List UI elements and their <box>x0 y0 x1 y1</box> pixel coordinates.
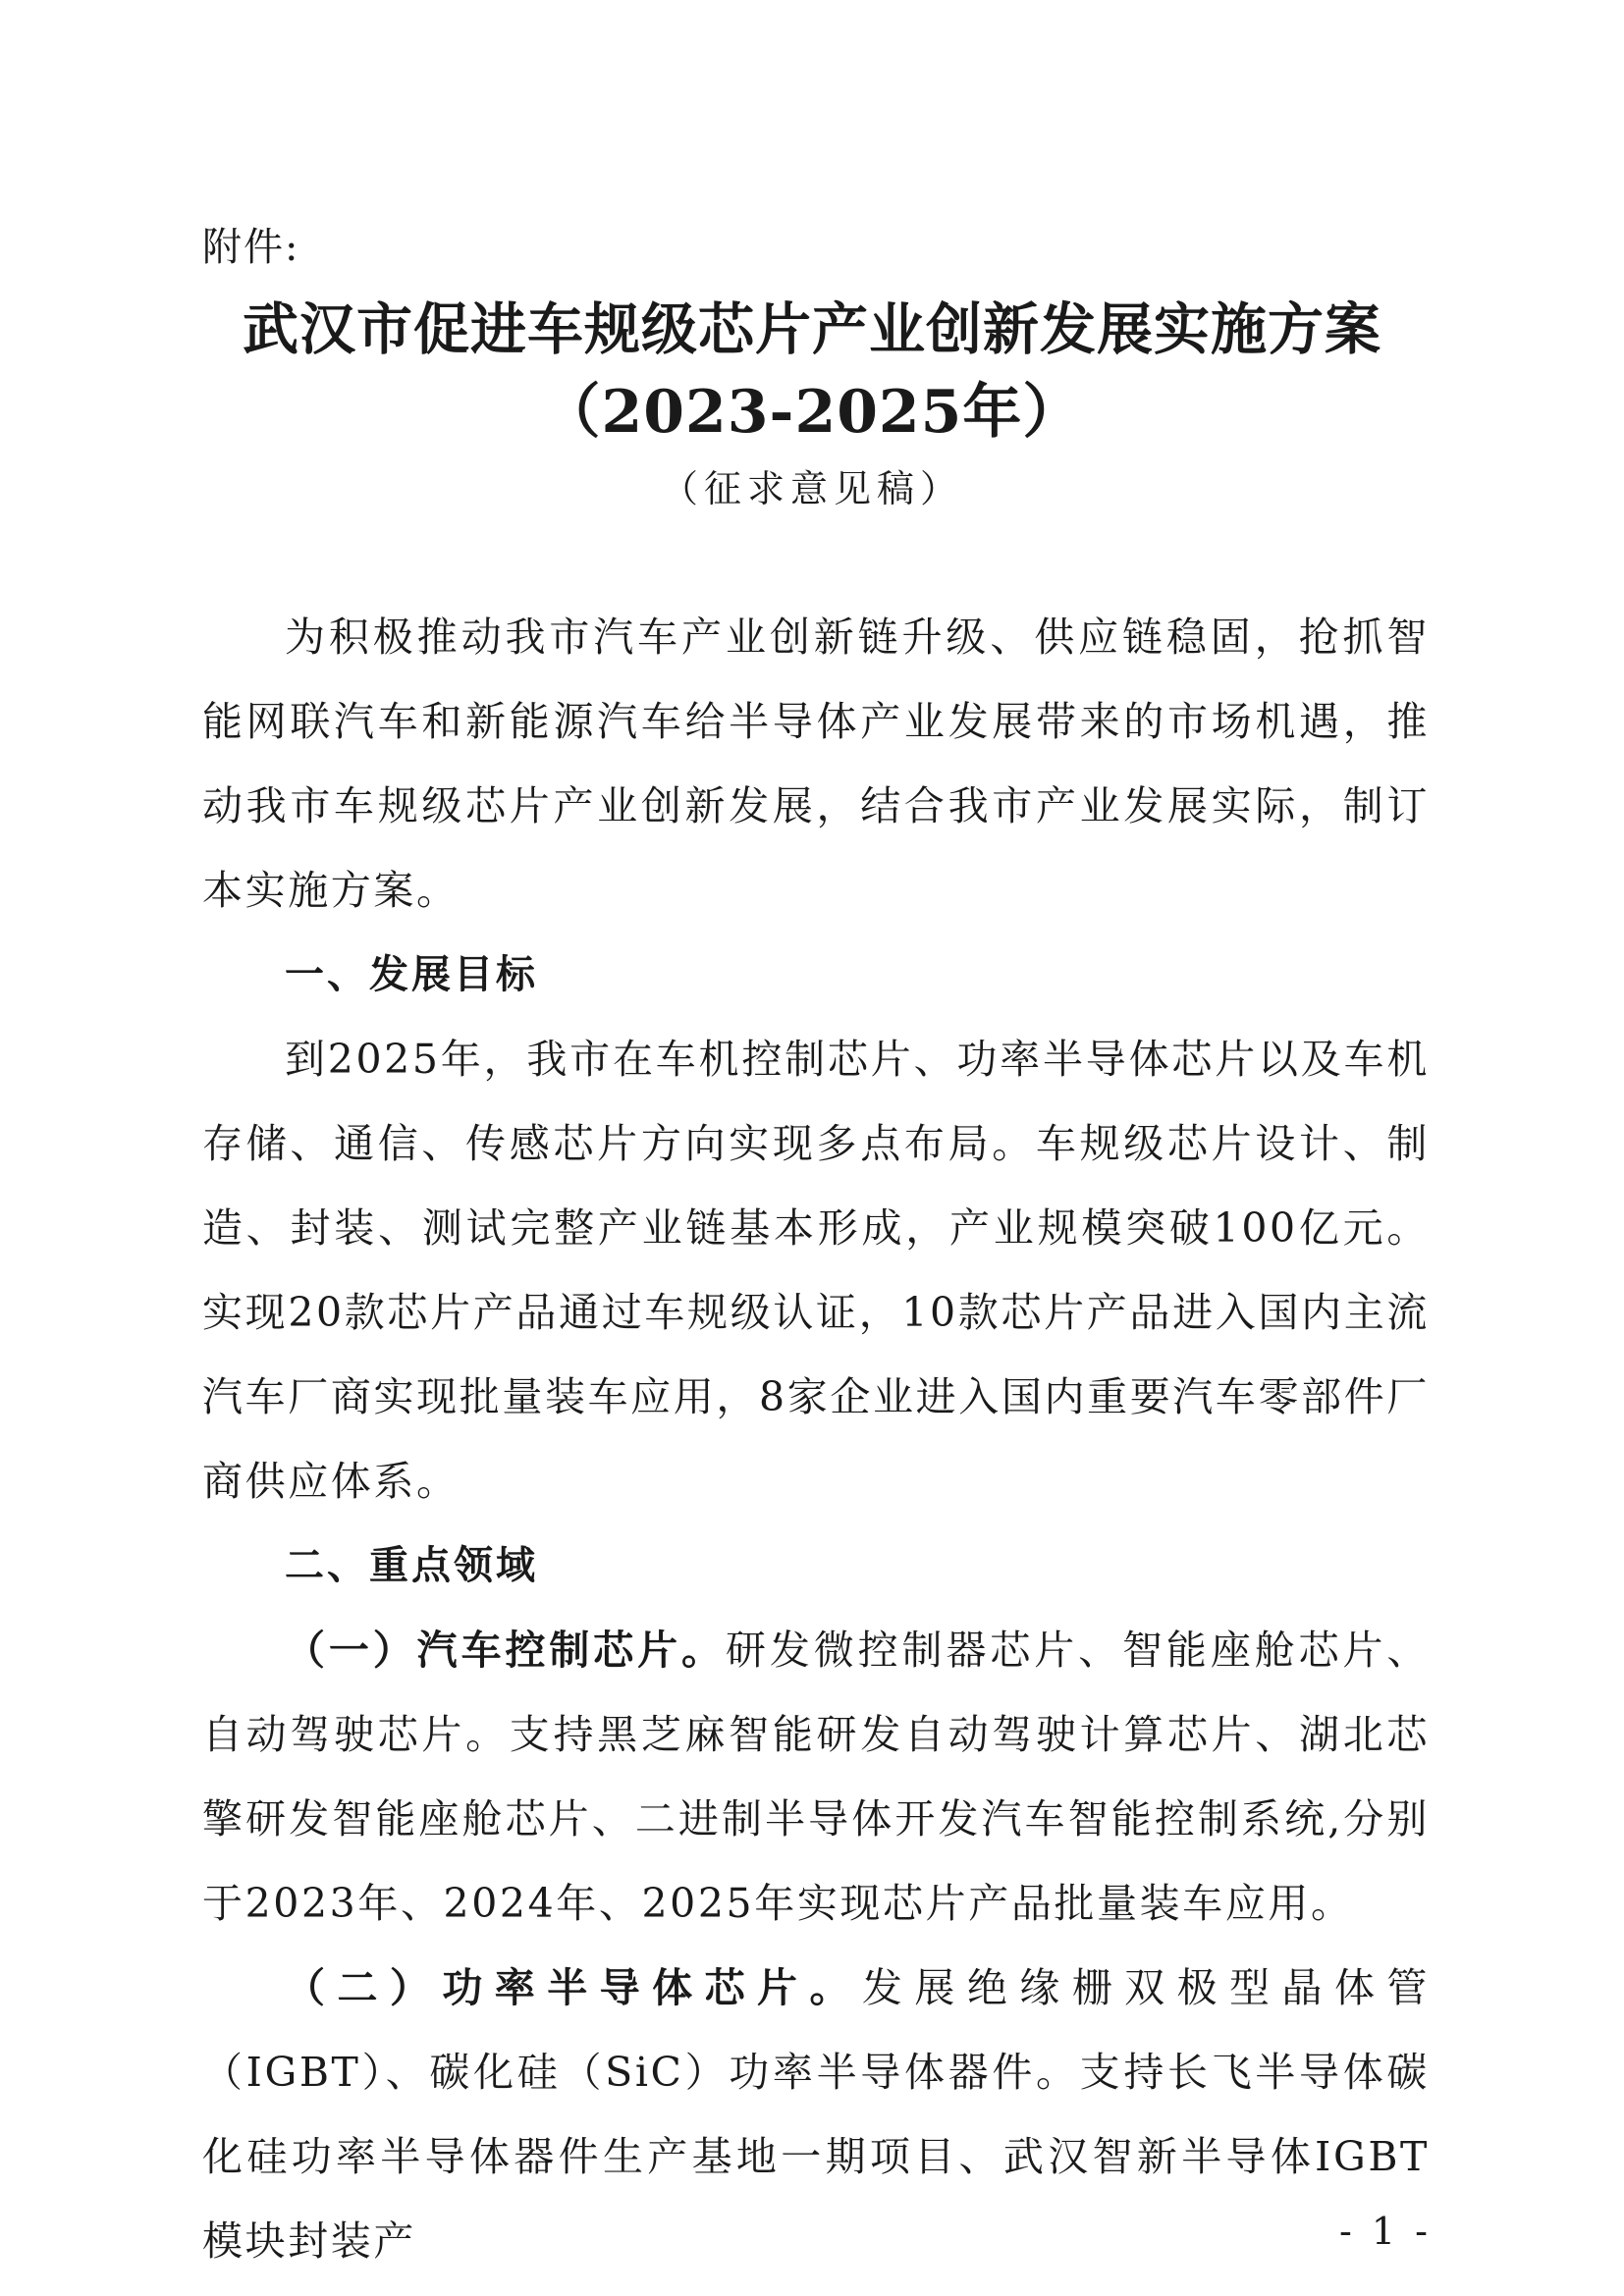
key-area-paragraph-1 <box>202 1608 1430 1946</box>
key-area-paragraph-2 <box>202 1946 1430 2283</box>
key-area-1-text: 研发微控制器芯片、智能座舱芯片、自动驾驶芯片。支持黑芝麻智能研发自动驾驶计算芯片、湖北芯擎研发智能座舱芯片、二进制半导体开发汽车智能控制系统,分别于2023年、2024年、2025年实现芯片产品批量装车应用。 <box>202 1627 1431 1927</box>
key-area-1-lead: （一）汽车控制芯片。 <box>285 1627 726 1674</box>
section-heading-key-areas: 二、重点领域 <box>285 1543 538 1588</box>
attachment-label: 附件: <box>202 225 300 270</box>
document-title-years: （2023-2025年） <box>541 378 1083 447</box>
document-title: 武汉市促进车规级芯片产业创新发展实施方案 <box>243 296 1381 362</box>
goals-paragraph: 到2025年，我市在车机控制芯片、功率半导体芯片以及车机存储、通信、传感芯片方向实现多点布局。车规级芯片设计、制造、封装、测试完整产业链基本形成，产业规模突破100亿元。实现20款芯片产品通过车规级认证，10款芯片产品进入国内主流汽车厂商实现批量装车应用，8家企业进入国内重要汽车零部件厂商供应体系。 <box>202 1036 1430 1505</box>
key-area-2-text: 发展绝缘栅双极型晶体管（IGBT）、碳化硅（SiC）功率半导体器件。支持长飞半导体碳化硅功率半导体器件生产基地一期项目、武汉智新半导体IGBT模块封装产 <box>202 1964 1430 2265</box>
document-body <box>202 595 1430 2283</box>
intro-paragraph: 为积极推动我市汽车产业创新链升级、供应链稳固，抢抓智能网联汽车和新能源汽车给半导体产业发展带来的市场机遇，推动我市车规级芯片产业创新发展，结合我市产业发展实际，制订本实施方案。 <box>202 614 1430 914</box>
section-heading-goals: 一、发展目标 <box>285 952 538 997</box>
draft-subtitle: （征求意见稿） <box>660 467 963 510</box>
key-area-2-lead: （二）功率半导体芯片。 <box>285 1964 862 2011</box>
page-number: - 1 - <box>1338 2210 1432 2253</box>
